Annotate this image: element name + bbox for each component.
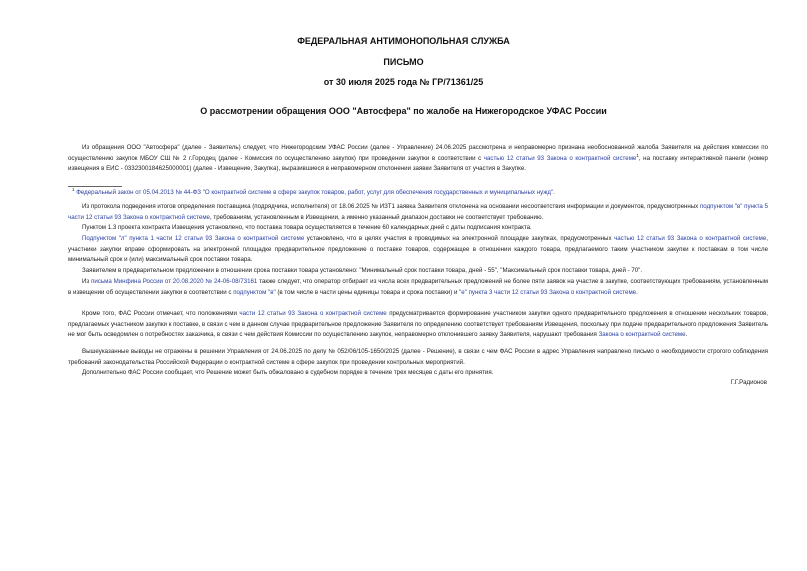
footnote-law-link[interactable]: Федеральный закон от 05.04.2013 № 44-ФЗ "О контрактной системе в сфере закупок товаров, работ, услуг для обеспечения государственных и муниципальных нужд" <box>76 189 554 196</box>
signature: Г.Г.Радионов <box>730 379 767 386</box>
minfin-letter-link[interactable]: письма Минфина России от 20.08.2020 № 24-06-08/73161 <box>91 278 258 285</box>
paragraph-5: Заявителем в предварительном предложении в отношении срока поставки товара установлено: "Минимальный срок поставки товара, дней - 55", "Максимальный срок поставки товара, дней - 70". <box>82 267 643 274</box>
footnote: $^1$ Федеральный закон от 05.04.2013 № 44-ФЗ "О контрактной системе в сфере закупок товаров, работ, услуг для обеспечения государственных и муниципальных нужд". <box>72 186 555 196</box>
paragraph-2: Из протокола подведения итогов определения поставщика (подрядчика, исполнителя) от 18.06.2025 № ИЗТ1 заявка Заявителя отклонена на основании несоответствия информации и документов, предусмотренных подпунктом "в" пункта 5 части 12 статьи 93 Закона о контрактной системе, требованиям, установленным в Извещении, а именно указанный диапазон доставки не соответствует требованию. <box>68 203 768 221</box>
paragraph-3: Пунктом 1.3 проекта контракта Извещения установлено, что поставка товара осуществляется в течение 60 календарных дней с даты подписания контракта. <box>82 224 532 231</box>
paragraph-8: Вышеуказанные выводы не отражены в решении Управления от 24.06.2025 по делу № 052/06/105-1650/2025 (далее - Решение), в связи с чем ФАС России в адрес Управления направлено письмо о необходимости строгого соблюдения требований законодательства Российской Федерации о контрактной системе в сфере закупок при проведении контрольных мероприятий. <box>68 348 768 366</box>
part12-article93-link[interactable]: части 12 статьи 93 Закона о контрактной системе <box>239 310 387 317</box>
part12-link[interactable]: частью 12 статьи 93 Закона о контрактной системе <box>614 235 767 242</box>
document-type: ПИСЬМО <box>383 57 424 67</box>
footnote-ref[interactable]: 1 <box>636 152 639 158</box>
footnote-divider <box>68 186 122 187</box>
subclause-link[interactable]: подпунктом "в" пункта 5 части 12 статьи 93 Закона о контрактной системе <box>68 203 768 221</box>
paragraph-1: Из обращения ООО "Автосфера" (далее - Заявитель) следует, что Нижегородским УФАС России (далее - Управление) 24.06.2025 рассмотрена и неправомерно признана необоснованной жалоба Заявителя на действия комиссии по осуществлению закупок МБОУ СШ № 2 г.Городец (далее - Комиссия по осуществлению закупок) при проведении закупки в соответствии с частью 12 статьи 93 Закона о контрактной системе$^1$, на поставку интерактивной панели (номер извещения в ЕИС - 0332300184625000001) (далее - Извещение, Закупка), выразившиеся в неправомерном отклонении заявки Заявителя от участия в Закупке. <box>68 144 768 172</box>
law-link[interactable]: частью 12 статьи 93 Закона о контрактной системе <box>483 154 637 162</box>
contract-system-law-link[interactable]: Закона о контрактной системе <box>598 331 686 338</box>
subclause-l-link[interactable]: Подпунктом "л" пункта 1 части 12 статьи 93 Закона о контрактной системе <box>82 235 305 242</box>
paragraph-7: Кроме того, ФАС России отмечает, что положениями части 12 статьи 93 Закона о контрактной системе предусматривается формирование участником закупки одного предварительного предложения в отношении нескольких товаров, предлагаемых участником закупки к поставке, в связи с чем в данном случае предварительное предложение Заявителя по определению соответствует требованиям Извещения, поскольку при подаче предварительного предложения Заявитель не мог быть осведомлен о потребностях заказчика, в связи с чем действия Комиссии по осуществлению закупок, неправомерно отклонившего заявку Заявителя, нарушают требования Закона о контрактной системе. <box>68 310 768 338</box>
document-subject: О рассмотрении обращения ООО "Автосфера" по жалобе на Нижегородское УФАС России <box>200 106 607 116</box>
paragraph-6: Из письма Минфина России от 20.08.2020 № 24-06-08/73161 также следует, что оператор отбирает из числа всех предварительных предложений не более пяти заявок на участие в закупке, соответствующих требованиям, установленным в извещении об осуществлении закупки в соответствии с подпунктом "в" (в том числе в части цены единицы товара и срока поставки) и "е" пункта 3 части 12 статьи 93 Закона о контрактной системе. <box>68 278 768 296</box>
document-date-number: от 30 июля 2025 года № ГР/71361/25 <box>323 77 484 87</box>
paragraph-4: Подпунктом "л" пункта 1 части 12 статьи 93 Закона о контрактной системе установлено, что в целях участия в проводимых на электронной площадке закупках, предусмотренных частью 12 статьи 93 Закона о контрактной системе, участники закупки вправе сформировать на электронной площадке предварительное предложение о поставке товаров, содержащее в отношении каждого товара, предлагаемого таким участником закупки к поставкам в том числе минимальный срок и (или) максимальный срок поставки товара. <box>68 235 768 263</box>
subclause-v-link[interactable]: подпунктом "в" <box>233 288 276 296</box>
agency-title: ФЕДЕРАЛЬНАЯ АНТИМОНОПОЛЬНАЯ СЛУЖБА <box>297 36 510 46</box>
paragraph-9: Дополнительно ФАС России сообщает, что Решение может быть обжаловано в судебном порядке в течение трех месяцев с даты его принятия. <box>82 369 494 376</box>
subclause-e-link[interactable]: "е" пункта 3 части 12 статьи 93 Закона о контрактной системе <box>459 288 637 296</box>
